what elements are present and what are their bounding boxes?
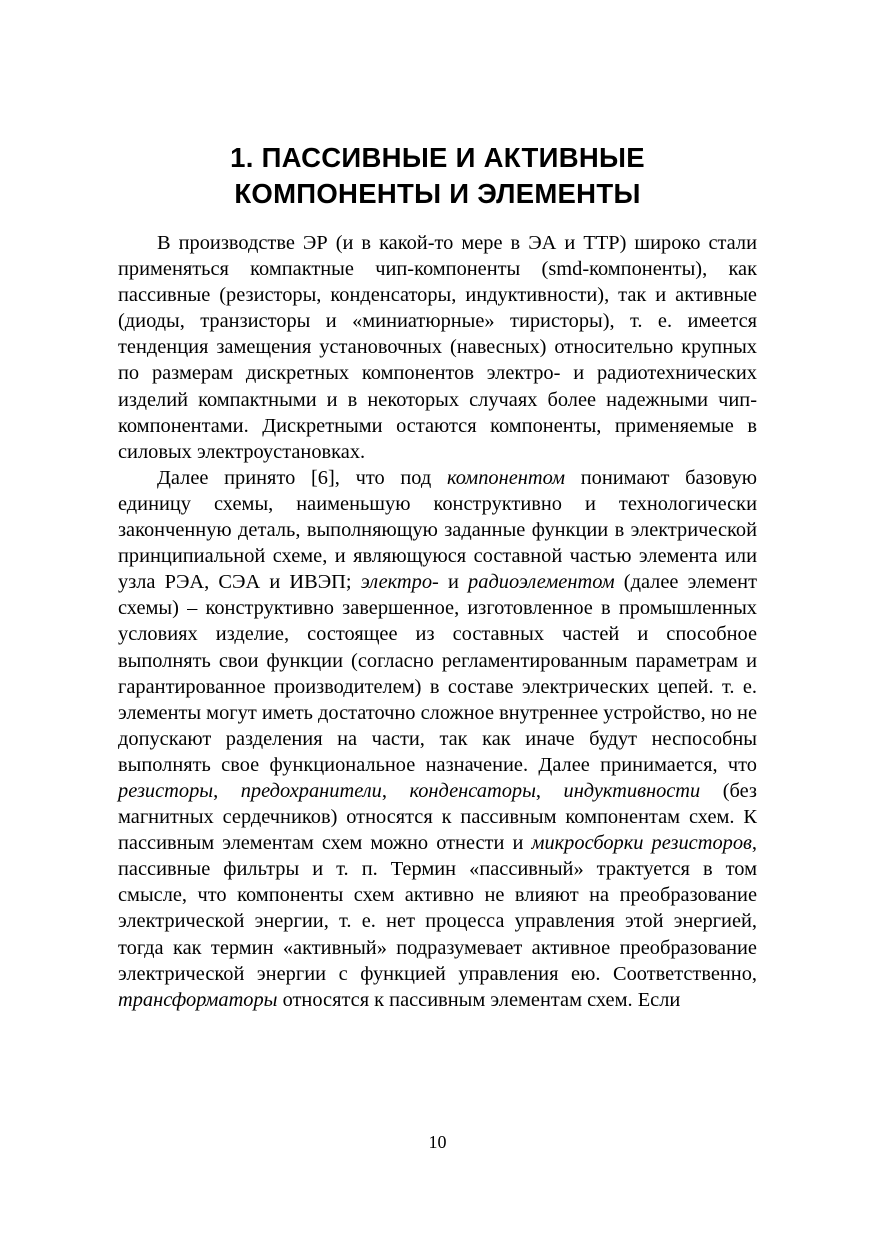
- text-segment: относятся к пассивным элементам схем. Если: [277, 988, 681, 1011]
- italic-term-fuses: предохранители: [240, 779, 382, 802]
- text-segment: Далее принято [6], что под: [157, 466, 447, 489]
- italic-term-transformers: трансформаторы: [118, 988, 278, 1011]
- italic-term-resistors: резисторы: [118, 779, 214, 802]
- page-number: 10: [428, 1132, 447, 1152]
- italic-term-capacitors: конденсаторы: [409, 779, 536, 802]
- italic-term-radioelement: радиоэлементом: [468, 571, 615, 594]
- page-content: [118, 140, 757, 1013]
- text-segment: , пассивные фильтры и т. п. Термин «пассивный» трактуется в том смысле, что компоненты схем активно не влияют на преобразование электрической энергии, т. е. нет процесса управления этой энергией, тогда как термин «активный» подразумевает активное преобразование электрической энергии с функцией управления ею. Соответственно,: [118, 832, 757, 985]
- text-segment: ,: [381, 779, 410, 802]
- paragraph-1: В производстве ЭР (и в какой-то мере в ЭА и ТТР) широко стали применяться компактные чип-компоненты (smd-компоненты), как пассивные (резисторы, конденсаторы, индуктивности), так и активные (диоды, транзисторы и «миниатюрные» тиристоры), т. е. имеется тенденция замещения установочных (навесных) относительно крупных по размерам дискретных компонентов электро- и радиотехнических изделий компактными и в некоторых случаях более надежными чип-компонентами. Дискретными остаются компоненты, применяемые в силовых электроустановках.: [118, 232, 757, 463]
- paragraph-2: [118, 465, 757, 1013]
- text-segment: ,: [535, 779, 564, 802]
- text-segment: и: [438, 571, 469, 594]
- chapter-title-line-1: 1. ПАССИВНЫЕ И АКТИВНЫЕ: [230, 142, 645, 173]
- text-segment: (без магнитных сердечников) относятся к пассивным компонентам схем. К пассивным элементам схем можно отнести и: [118, 779, 757, 855]
- text-segment: ,: [213, 779, 241, 802]
- italic-term-resistor-microassemblies: микросборки резисторов: [531, 832, 752, 855]
- italic-term-component: компонентом: [447, 466, 566, 489]
- text-segment: (далее элемент схемы) – конструктивно завершенное, изготовленное в промышленных условиях изделие, состоящее из составных частей и способное выполнять свои функции (согласно регламентированным параметрам и гарантированное производителем) в составе электрических цепей. т. е. элементы могут иметь достаточно сложное внутреннее устройство, но не допускают разделения на части, так как иначе будут неспособны выполнять свое функциональное назначение. Далее принимается, что: [118, 571, 757, 776]
- italic-term-inductances: индуктивности: [563, 779, 701, 802]
- italic-term-electro: электро-: [360, 571, 439, 594]
- chapter-title: [118, 140, 757, 212]
- text-segment: понимают базовую единицу схемы, наименьшую конструктивно и технологически законченную деталь, выполняющую заданные функции в электрической принципиальной схеме, и являющуюся составной частью элемента или узла РЭА, СЭА и ИВЭП;: [118, 466, 757, 594]
- chapter-title-line-2: КОМПОНЕНТЫ И ЭЛЕМЕНТЫ: [234, 178, 641, 209]
